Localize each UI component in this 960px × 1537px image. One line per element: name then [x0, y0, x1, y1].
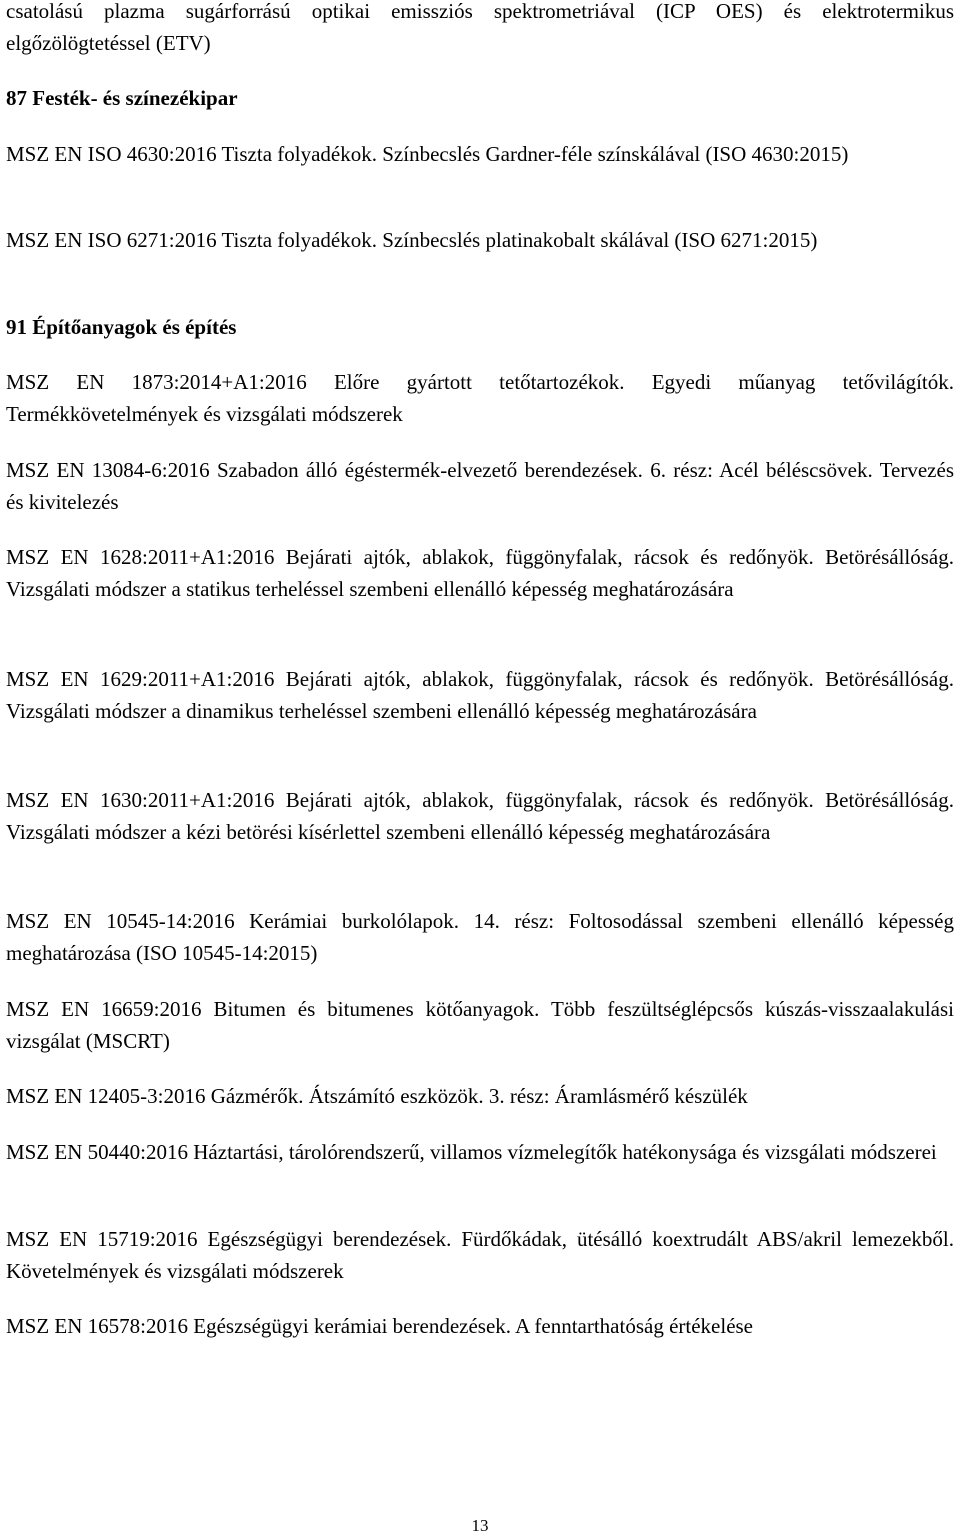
standard-entry: MSZ EN 16659:2016 Bitumen és bitumenes kötőanyagok. Több feszültséglépcsős kúszás-visszaalakulási vizsgálat (MSCRT): [6, 997, 954, 1053]
standard-entry: MSZ EN 13084-6:2016 Szabadon álló égéstermék-elvezető berendezések. 6. rész: Acél béléscsövek. Tervezés és kivitelezés: [6, 458, 954, 514]
standard-entry: MSZ EN ISO 4630:2016 Tiszta folyadékok. Színbecslés Gardner-féle színskálával (ISO 4630:2015): [6, 142, 849, 166]
standard-entry: MSZ EN 12405-3:2016 Gázmérők. Átszámító eszközök. 3. rész: Áramlásmérő készülék: [6, 1084, 748, 1108]
standard-entry: MSZ EN 1629:2011+A1:2016 Bejárati ajtók, ablakok, függönyfalak, rácsok és redőnyök. Betörésállóság. Vizsgálati módszer a dinamikus terheléssel szembeni ellenálló képesség meghatározására: [6, 667, 954, 723]
section-heading-91: 91 Építőanyagok és építés: [6, 315, 237, 339]
standard-entry: MSZ EN 50440:2016 Háztartási, tárolórendszerű, villamos vízmelegítők hatékonysága és vizsgálati módszerei: [6, 1140, 937, 1164]
standard-entry: MSZ EN 16578:2016 Egészségügyi kerámiai berendezések. A fenntarthatóság értékelése: [6, 1314, 754, 1338]
standard-entry: MSZ EN 1630:2011+A1:2016 Bejárati ajtók, ablakok, függönyfalak, rácsok és redőnyök. Betörésállóság. Vizsgálati módszer a kézi betörési kísérlettel szembeni ellenálló képesség meghatározására: [6, 788, 954, 844]
paragraph-continuation: csatolású plazma sugárforrású optikai emissziós spektrometriával (ICP OES) és elektrotermikus elgőzölögtetéssel (ETV): [6, 0, 954, 55]
standard-entry: MSZ EN 15719:2016 Egészségügyi berendezések. Fürdőkádak, ütésálló koextrudált ABS/akril lemezekből. Követelmények és vizsgálati módszerek: [6, 1227, 954, 1283]
page-number: 13: [471, 1516, 489, 1535]
standard-entry: MSZ EN ISO 6271:2016 Tiszta folyadékok. Színbecslés platinakobalt skálával (ISO 6271:2015): [6, 228, 818, 252]
standard-entry: MSZ EN 10545-14:2016 Kerámiai burkolólapok. 14. rész: Foltosodással szembeni ellenálló képesség meghatározása (ISO 10545-14:2015): [6, 909, 954, 965]
section-heading-87: 87 Festék- és színezékipar: [6, 86, 238, 110]
standard-entry: MSZ EN 1628:2011+A1:2016 Bejárati ajtók, ablakok, függönyfalak, rácsok és redőnyök. Betörésállóság. Vizsgálati módszer a statikus terheléssel szembeni ellenálló képesség meghatározására: [6, 545, 954, 601]
standard-entry: MSZ EN 1873:2014+A1:2016 Előre gyártott tetőtartozékok. Egyedi műanyag tetővilágítók. Termékkövetelmények és vizsgálati módszerek: [6, 370, 954, 426]
